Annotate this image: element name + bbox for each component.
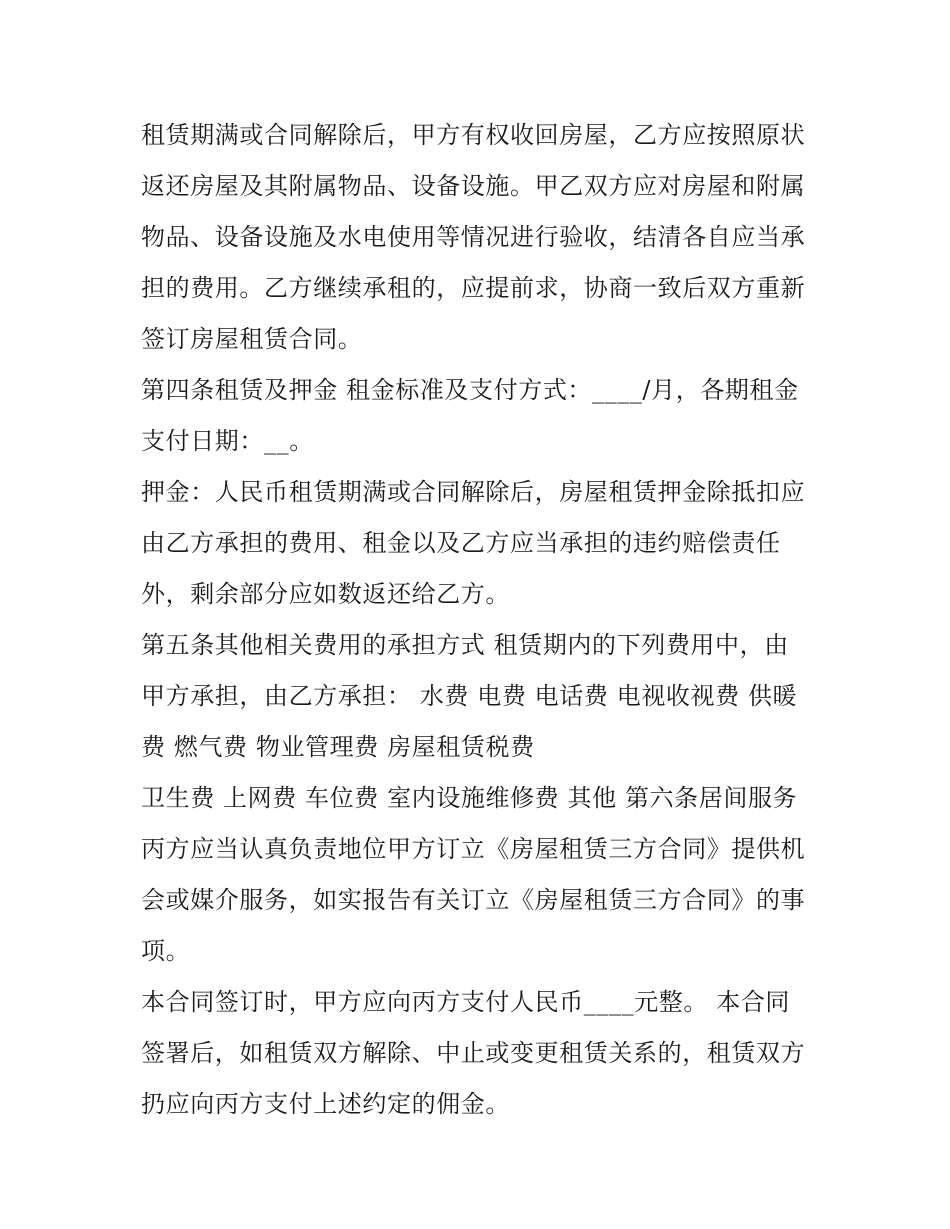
text-line: 第四条租赁及押金 租金标准及支付方式：____/月，各期租金 [141, 376, 799, 404]
text-line: 卫生费 上网费 车位费 室内设施维修费 其他 第六条居间服务 [141, 784, 798, 812]
text-line: 物品、设备设施及水电使用等情况进行验收，结清各自应当承 [141, 223, 806, 251]
document-body [141, 110, 813, 1130]
text-line: 返还房屋及其附属物品、设备设施。甲乙双方应对房屋和附属 [141, 172, 806, 200]
text-line: 租赁期满或合同解除后，甲方有权收回房屋，乙方应按照原状 [141, 121, 806, 149]
text-line: 会或媒介服务，如实报告有关订立《房屋租赁三方合同》的事 [141, 886, 806, 914]
text-line: 担的费用。乙方继续承租的，应提前求，协商一致后双方重新 [141, 274, 806, 302]
text-line: 丙方应当认真负责地位甲方订立《房屋租赁三方合同》提供机 [141, 835, 806, 863]
text-line: 本合同签订时，甲方应向丙方支付人民币____元整。 本合同 [141, 988, 791, 1016]
text-line: 押金：人民币租赁期满或合同解除后，房屋租赁押金除抵扣应 [141, 478, 806, 506]
text-line: 支付日期：__。 [141, 427, 314, 455]
text-line: 由乙方承担的费用、租金以及乙方应当承担的违约赔偿责任 [141, 529, 781, 557]
text-line: 费 燃气费 物业管理费 房屋租赁税费 [141, 733, 535, 761]
text-line: 项。 [141, 937, 191, 965]
text-line: 外，剩余部分应如数返还给乙方。 [141, 580, 510, 608]
text-line: 签订房屋租赁合同。 [141, 325, 363, 353]
text-line: 签署后，如租赁双方解除、中止或变更租赁关系的，租赁双方 [141, 1039, 806, 1067]
text-line: 扔应向丙方支付上述约定的佣金。 [141, 1090, 510, 1118]
text-line: 第五条其他相关费用的承担方式 租赁期内的下列费用中，由 [141, 631, 789, 659]
text-line: 甲方承担，由乙方承担： 水费 电费 电话费 电视收视费 供暖 [141, 682, 798, 710]
